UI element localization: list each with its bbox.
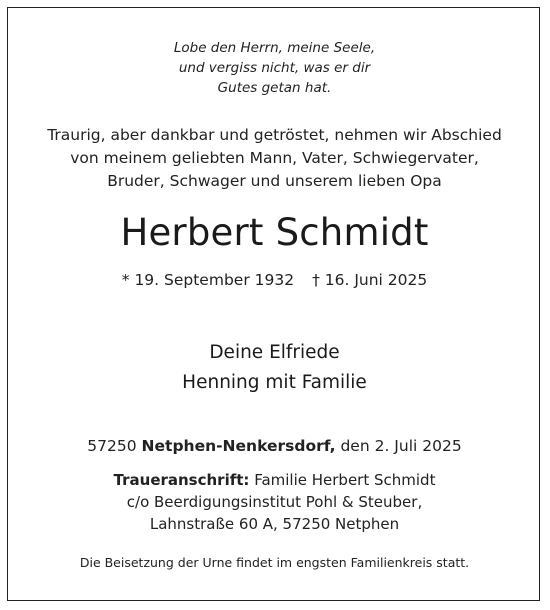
verse-line-3: Gutes getan hat. [217,80,332,96]
intro-line-3: Bruder, Schwager und unserem lieben Opa [107,172,442,190]
place-date [8,435,541,457]
address-label: Traueranschrift: [113,471,250,489]
postal-code: 57250 [87,437,137,455]
deceased-name: Herbert Schmidt [120,211,429,254]
letter-date: den 2. Juli 2025 [340,437,462,455]
address-line-3: Lahnstraße 60 A, 57250 Netphen [149,515,400,533]
town-name: Netphen-Nenkersdorf, [141,437,336,455]
verse-line-1: Lobe den Herrn, meine Seele, [173,40,376,56]
obituary-frame [7,7,540,601]
intro-line-2: von meinem geliebten Mann, Vater, Schwiegervater, [70,149,479,167]
life-dates [8,269,541,291]
mourner-line-1: Deine Elfriede [209,342,340,363]
intro-line-1: Traurig, aber dankbar und getröstet, nehmen wir Abschied [47,126,502,144]
address-recipient: Familie Herbert Schmidt [254,471,436,489]
address-line-1 [8,469,541,491]
address-line-2: c/o Beerdigungsinstitut Pohl & Steuber, [126,493,423,511]
verse-line-2: und vergiss nicht, was er dir [178,60,371,76]
birth-date: * 19. September 1932 [121,271,295,289]
burial-note: Die Beisetzung der Urne findet im engsten Familienkreis statt. [79,555,470,570]
mourner-line-2: Henning mit Familie [182,372,367,393]
death-date: † 16. Juni 2025 [312,271,428,289]
